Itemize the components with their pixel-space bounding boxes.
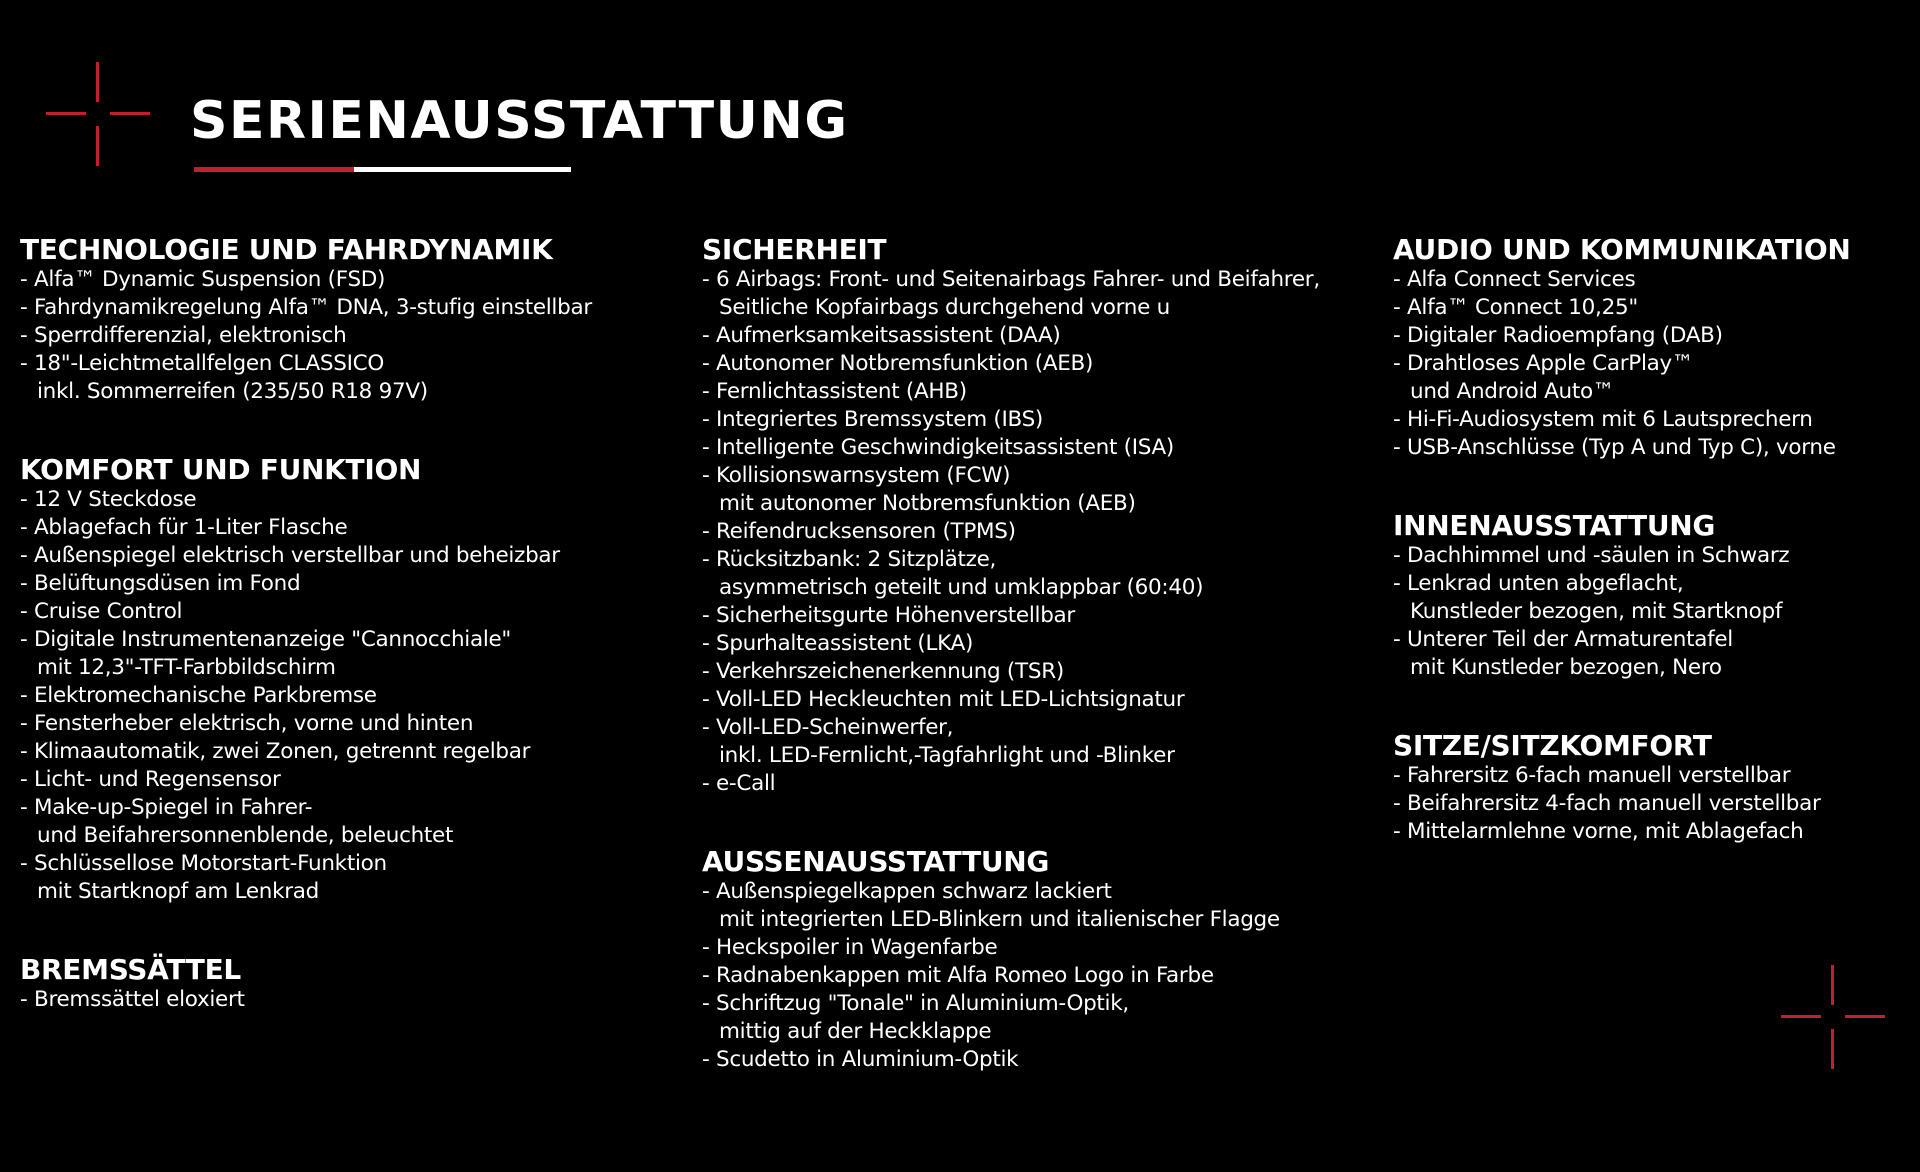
spec-item-text: - Spurhalteassistent (LKA) [702,631,974,656]
spec-item-text: - Außenspiegel elektrisch verstellbar und beheizbar [20,543,560,568]
spec-item-text: - Voll-LED Heckleuchten mit LED-Lichtsignatur [702,687,1185,712]
spec-item-continuation: inkl. LED-Fernlicht,-Tagfahrlight und -Blinker [719,743,1175,768]
spec-item-text: - Voll-LED-Scheinwerfer, [702,715,954,740]
spec-item-text: - Intelligente Geschwindigkeitsassistent (ISA) [702,435,1175,460]
spec-item [702,630,1382,658]
spec-item [1393,322,1913,350]
spec-item-list [1393,266,1913,462]
title-underline [194,167,571,172]
spec-section [20,952,690,1014]
spec-item-text: - Schriftzug "Tonale" in Aluminium-Optik, [702,991,1129,1016]
spec-item [20,322,690,350]
spec-item-list [20,266,690,406]
spec-item [702,658,1382,686]
spec-item [702,406,1382,434]
spec-item-text: - Make-up-Spiegel in Fahrer- [20,795,313,820]
spec-item [702,434,1382,462]
spec-item-text: - Verkehrszeichenerkennung (TSR) [702,659,1064,684]
spec-item [20,682,690,710]
spec-item [20,542,690,570]
crosshair-top-decoration [46,62,150,166]
spec-item-continuation: und Android Auto™ [1410,379,1615,404]
spec-item [702,1046,1382,1074]
spec-item-text: - e-Call [702,771,776,796]
spec-item [1393,626,1913,682]
spec-item [1393,790,1913,818]
spec-section [20,452,690,906]
spec-item [1393,762,1913,790]
spec-item-text: - Fahrersitz 6-fach manuell verstellbar [1393,763,1791,788]
spec-item-text: - Kollisionswarnsystem (FCW) [702,463,1011,488]
spec-item [20,986,690,1014]
section-heading: SITZE/SITZKOMFORT [1393,729,1712,762]
spec-item-list [20,986,690,1014]
spec-item [702,322,1382,350]
spec-item-continuation: und Beifahrersonnenblende, beleuchtet [37,823,454,848]
spec-item-text: - Reifendrucksensoren (TPMS) [702,519,1016,544]
spec-item [702,878,1382,934]
spec-item [702,546,1382,602]
section-heading: AUDIO UND KOMMUNIKATION [1393,233,1851,266]
spec-section [20,232,690,406]
spec-item-continuation: mit autonomer Notbremsfunktion (AEB) [719,491,1136,516]
spec-item [20,570,690,598]
spec-item-text: - Hi-Fi-Audiosystem mit 6 Lautsprechern [1393,407,1813,432]
spec-item-text: - Fernlichtassistent (AHB) [702,379,967,404]
section-heading: AUSSENAUSSTATTUNG [702,845,1050,878]
column-right [1393,232,1913,892]
section-heading: SICHERHEIT [702,233,887,266]
spec-item-continuation: mit Kunstleder bezogen, Nero [1410,655,1722,680]
title-underline-white-segment [354,167,571,172]
spec-item [20,486,690,514]
column-left [20,232,690,1060]
spec-item [1393,818,1913,846]
spec-item-text: - Aufmerksamkeitsassistent (DAA) [702,323,1061,348]
spec-item-text: - Radnabenkappen mit Alfa Romeo Logo in Farbe [702,963,1214,988]
spec-item-continuation: mit Startknopf am Lenkrad [37,879,320,904]
spec-item-list [1393,762,1913,846]
spec-item-text: - Licht- und Regensensor [20,767,281,792]
spec-item-text: - Außenspiegelkappen schwarz lackiert [702,879,1112,904]
spec-item [702,602,1382,630]
spec-item [702,266,1382,322]
spec-section [1393,508,1913,682]
spec-item [20,710,690,738]
spec-section [702,232,1382,798]
spec-item-continuation: Kunstleder bezogen, mit Startknopf [1410,599,1783,624]
spec-item-text: - Schlüssellose Motorstart-Funktion [20,851,387,876]
spec-item [20,350,690,406]
spec-item [20,266,690,294]
spec-item [20,850,690,906]
spec-item-text: - Autonomer Notbremsfunktion (AEB) [702,351,1094,376]
spec-item-continuation: Seitliche Kopfairbags durchgehend vorne u [719,295,1170,320]
spec-item-text: - Heckspoiler in Wagenfarbe [702,935,998,960]
spec-section [1393,728,1913,846]
spec-item-list [1393,542,1913,682]
spec-item-text: - USB-Anschlüsse (Typ A und Typ C), vorne [1393,435,1836,460]
section-heading: INNENAUSSTATTUNG [1393,509,1716,542]
spec-item-text: - Alfa™ Dynamic Suspension (FSD) [20,267,386,292]
spec-item [20,738,690,766]
title-underline-red-segment [194,167,354,172]
section-heading: TECHNOLOGIE UND FAHRDYNAMIK [20,233,553,266]
spec-item [20,598,690,626]
spec-item-text: - Mittelarmlehne vorne, mit Ablagefach [1393,819,1804,844]
spec-item [702,934,1382,962]
spec-item-text: - Unterer Teil der Armaturentafel [1393,627,1733,652]
spec-item-text: - Belüftungsdüsen im Fond [20,571,301,596]
spec-item-text: - Digitale Instrumentenanzeige "Cannocchiale" [20,627,512,652]
page-title: SERIENAUSSTATTUNG [190,91,849,151]
spec-item [20,794,690,850]
spec-item-text: - 18"-Leichtmetallfelgen CLASSICO [20,351,384,376]
spec-item [702,350,1382,378]
crosshair-center-gap [1821,1005,1845,1029]
spec-item-text: - Ablagefach für 1-Liter Flasche [20,515,348,540]
spec-item [702,462,1382,518]
spec-item [702,518,1382,546]
crosshair-center-gap [86,102,110,126]
spec-item-text: - Sicherheitsgurte Höhenverstellbar [702,603,1075,628]
spec-item-continuation: mit integrierten LED-Blinkern und italienischer Flagge [719,907,1280,932]
spec-item [1393,350,1913,406]
spec-item-text: - 6 Airbags: Front- und Seitenairbags Fahrer- und Beifahrer, [702,267,1320,292]
spec-item-text: - Cruise Control [20,599,183,624]
spec-item [1393,266,1913,294]
spec-item [1393,434,1913,462]
spec-item-text: - Rücksitzbank: 2 Sitzplätze, [702,547,997,572]
spec-item-text: - Alfa Connect Services [1393,267,1636,292]
spec-item [1393,294,1913,322]
column-middle [702,232,1382,1120]
spec-item-text: - Drahtloses Apple CarPlay™ [1393,351,1694,376]
spec-item [20,626,690,682]
spec-item-list [702,878,1382,1074]
spec-item-text: - Integriertes Bremssystem (IBS) [702,407,1044,432]
spec-section [702,844,1382,1074]
spec-item [20,514,690,542]
spec-item-text: - Alfa™ Connect 10,25" [1393,295,1638,320]
spec-item [1393,570,1913,626]
spec-item-continuation: asymmetrisch geteilt und umklappbar (60:40) [719,575,1204,600]
spec-item-text: - Scudetto in Aluminium-Optik [702,1047,1019,1072]
spec-item-text: - Lenkrad unten abgeflacht, [1393,571,1684,596]
spec-section [1393,232,1913,462]
spec-item-continuation: mit 12,3"-TFT-Farbbildschirm [37,655,336,680]
spec-item [702,714,1382,770]
spec-item [1393,542,1913,570]
spec-item-list [20,486,690,906]
spec-item [702,962,1382,990]
spec-item-text: - Dachhimmel und -säulen in Schwarz [1393,543,1790,568]
spec-item [702,686,1382,714]
spec-item-continuation: inkl. Sommerreifen (235/50 R18 97V) [37,379,428,404]
spec-item [702,770,1382,798]
section-heading: BREMSSÄTTEL [20,953,241,986]
spec-item [1393,406,1913,434]
spec-item-continuation: mittig auf der Heckklappe [719,1019,992,1044]
spec-item [20,294,690,322]
spec-item-text: - Fensterheber elektrisch, vorne und hinten [20,711,474,736]
spec-item-text: - Sperrdifferenzial, elektronisch [20,323,347,348]
spec-item-text: - Elektromechanische Parkbremse [20,683,377,708]
spec-item-text: - Fahrdynamikregelung Alfa™ DNA, 3-stufig einstellbar [20,295,592,320]
spec-item [702,378,1382,406]
spec-item-text: - Klimaautomatik, zwei Zonen, getrennt regelbar [20,739,531,764]
spec-item-list [702,266,1382,798]
spec-item-text: - Digitaler Radioempfang (DAB) [1393,323,1723,348]
spec-item [702,990,1382,1046]
spec-item-text: - Beifahrersitz 4-fach manuell verstellbar [1393,791,1821,816]
spec-item-text: - Bremssättel eloxiert [20,987,245,1012]
spec-item-text: - 12 V Steckdose [20,487,197,512]
spec-item [20,766,690,794]
crosshair-bottom-decoration [1781,965,1885,1069]
section-heading: KOMFORT UND FUNKTION [20,453,422,486]
